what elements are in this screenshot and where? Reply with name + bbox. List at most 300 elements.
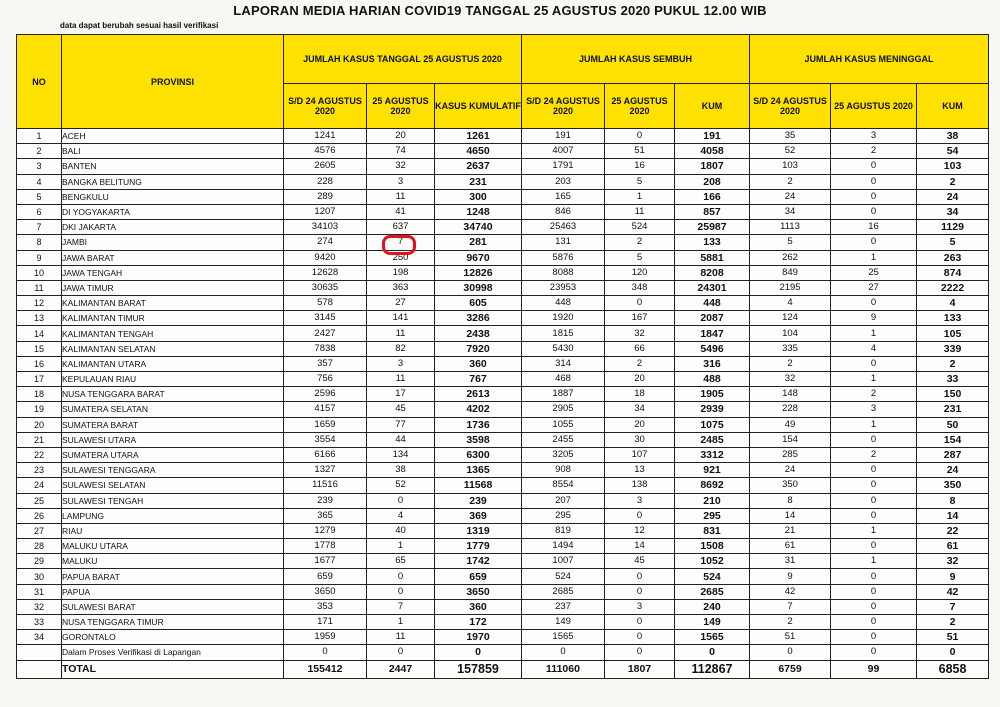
row-number: 9	[17, 250, 62, 265]
cell-value: 33	[917, 372, 989, 387]
cell-value: 9	[917, 569, 989, 584]
table-row	[17, 174, 989, 189]
province-name: Dalam Proses Verifikasi di Lapangan	[62, 645, 284, 660]
cell-value: 874	[917, 265, 989, 280]
cell-value: 0	[831, 463, 917, 478]
cell-value: 27	[367, 296, 435, 311]
province-name: SUMATERA UTARA	[62, 447, 284, 462]
cell-value: 659	[284, 569, 367, 584]
cell-value: 7	[917, 599, 989, 614]
cell-value: 4058	[675, 144, 750, 159]
province-name: GORONTALO	[62, 630, 284, 645]
cell-value: 2	[750, 356, 831, 371]
cell-value: 24	[917, 189, 989, 204]
row-number: 14	[17, 326, 62, 341]
cell-value: 1113	[750, 220, 831, 235]
cell-value: 468	[522, 372, 605, 387]
cell-value: 13	[605, 463, 675, 478]
cell-value: 1508	[675, 539, 750, 554]
cell-value: 31	[750, 554, 831, 569]
table-row	[17, 584, 989, 599]
province-name: ACEH	[62, 129, 284, 144]
row-number: 2	[17, 144, 62, 159]
row-number: 29	[17, 554, 62, 569]
table-row	[17, 204, 989, 219]
cell-value: 3554	[284, 432, 367, 447]
province-name: DKI JAKARTA	[62, 220, 284, 235]
cell-value: 3650	[435, 584, 522, 599]
table-row	[17, 265, 989, 280]
cell-value: 0	[605, 129, 675, 144]
cell-value: 2087	[675, 311, 750, 326]
cell-value: 2455	[522, 432, 605, 447]
cell-value: 5881	[675, 250, 750, 265]
cell-value: 2613	[435, 387, 522, 402]
province-name: BENGKULU	[62, 189, 284, 204]
cell-value: 2485	[675, 432, 750, 447]
cell-value: 14	[917, 508, 989, 523]
cell-value: 0	[367, 569, 435, 584]
cell-value: 2	[605, 356, 675, 371]
cell-value: 360	[435, 599, 522, 614]
cell-value: 237	[522, 599, 605, 614]
cell-value: 767	[435, 372, 522, 387]
row-number: 23	[17, 463, 62, 478]
cell-value: 0	[917, 645, 989, 660]
cell-value: 921	[675, 463, 750, 478]
cell-value: 1	[831, 417, 917, 432]
table-row	[17, 296, 989, 311]
cell-value: 11	[367, 372, 435, 387]
cell-value: 2685	[522, 584, 605, 599]
cell-value: 4576	[284, 144, 367, 159]
cell-value: 1494	[522, 539, 605, 554]
cell-value: 30635	[284, 280, 367, 295]
row-number: 34	[17, 630, 62, 645]
cell-value: 0	[831, 615, 917, 630]
cell-value: 4	[831, 341, 917, 356]
cell-value: 908	[522, 463, 605, 478]
cell-value: 20	[367, 129, 435, 144]
cell-value: 30	[605, 432, 675, 447]
province-name: SUMATERA BARAT	[62, 417, 284, 432]
cell-value: 7	[367, 235, 435, 250]
row-number: 20	[17, 417, 62, 432]
cell-value: 1778	[284, 539, 367, 554]
table-row	[17, 447, 989, 462]
cell-value: 17	[367, 387, 435, 402]
cell-value: 1	[831, 372, 917, 387]
row-number: 18	[17, 387, 62, 402]
cell-value: 21	[750, 523, 831, 538]
cell-value: 0	[831, 189, 917, 204]
cell-value: 524	[605, 220, 675, 235]
cell-value: 133	[675, 235, 750, 250]
cell-value: 3286	[435, 311, 522, 326]
cell-value: 0	[435, 645, 522, 660]
row-number: 6	[17, 204, 62, 219]
cell-value: 3598	[435, 432, 522, 447]
cell-value: 149	[522, 615, 605, 630]
cell-value: 66	[605, 341, 675, 356]
cell-value: 141	[367, 311, 435, 326]
cell-value: 124	[750, 311, 831, 326]
cell-value: 11568	[435, 478, 522, 493]
cell-value: 103	[917, 159, 989, 174]
cell-value: 605	[435, 296, 522, 311]
cell-value: 51	[605, 144, 675, 159]
cell-value: 0	[831, 204, 917, 219]
cell-value: 0	[522, 645, 605, 660]
cell-value: 295	[522, 508, 605, 523]
cell-value: 18	[605, 387, 675, 402]
cell-value: 316	[675, 356, 750, 371]
cell-value: 22	[917, 523, 989, 538]
cell-value: 4	[750, 296, 831, 311]
cell-value: 1779	[435, 539, 522, 554]
cell-value: 52	[367, 478, 435, 493]
cell-value: 34740	[435, 220, 522, 235]
header-meninggal-kum: KUM	[917, 84, 989, 129]
cell-value: 1	[605, 189, 675, 204]
cell-value: 74	[367, 144, 435, 159]
province-name: JAWA TIMUR	[62, 280, 284, 295]
cell-value: 0	[367, 493, 435, 508]
cell-value: 52	[750, 144, 831, 159]
cell-value: 44	[367, 432, 435, 447]
cell-value: 3	[831, 402, 917, 417]
cell-value: 32	[750, 372, 831, 387]
cell-value: 524	[522, 569, 605, 584]
cell-value: 363	[367, 280, 435, 295]
cell-value: 34	[605, 402, 675, 417]
cell-value: 281	[435, 235, 522, 250]
table-row	[17, 326, 989, 341]
table-row	[17, 432, 989, 447]
cell-value: 25987	[675, 220, 750, 235]
cell-value: 103	[750, 159, 831, 174]
cell-value: 65	[367, 554, 435, 569]
cell-value: 228	[284, 174, 367, 189]
cell-value: 4650	[435, 144, 522, 159]
cell-value: 11	[367, 630, 435, 645]
cell-value: 1248	[435, 204, 522, 219]
cell-value: 50	[917, 417, 989, 432]
cell-value: 0	[831, 539, 917, 554]
cell-value: 2	[831, 144, 917, 159]
cell-value: 7	[750, 599, 831, 614]
table-row	[17, 144, 989, 159]
cell-value: 149	[675, 615, 750, 630]
header-kasus-sd: S/D 24 AGUSTUS 2020	[284, 84, 367, 129]
row-number: 1	[17, 129, 62, 144]
cell-value: 0	[675, 645, 750, 660]
table-row	[17, 129, 989, 144]
cell-value: 1742	[435, 554, 522, 569]
province-name: KALIMANTAN TENGAH	[62, 326, 284, 341]
cell-value: 1565	[675, 630, 750, 645]
cell-value: 0	[284, 645, 367, 660]
cell-value: 287	[917, 447, 989, 462]
province-name: SULAWESI BARAT	[62, 599, 284, 614]
cell-value: 14	[605, 539, 675, 554]
cell-value: 0	[831, 508, 917, 523]
cell-value: 0	[831, 478, 917, 493]
cell-value: 2438	[435, 326, 522, 341]
cell-value: 54	[917, 144, 989, 159]
row-number	[17, 645, 62, 660]
table-row	[17, 235, 989, 250]
cell-value: 295	[675, 508, 750, 523]
table-row	[17, 615, 989, 630]
table-row	[17, 220, 989, 235]
report-title: LAPORAN MEDIA HARIAN COVID19 TANGGAL 25 AGUSTUS 2020 PUKUL 12.00 WIB	[233, 3, 767, 18]
cell-value: 167	[605, 311, 675, 326]
province-name: MALUKU UTARA	[62, 539, 284, 554]
cell-value: 2	[750, 174, 831, 189]
cell-value: 16	[831, 220, 917, 235]
province-name: KALIMANTAN BARAT	[62, 296, 284, 311]
cell-value: 1	[367, 615, 435, 630]
province-name: BALI	[62, 144, 284, 159]
cell-value: 1365	[435, 463, 522, 478]
cell-value: 0	[605, 584, 675, 599]
header-group-kasus: JUMLAH KASUS TANGGAL 25 AGUSTUS 2020	[284, 35, 522, 84]
province-name: BANGKA BELITUNG	[62, 174, 284, 189]
cell-value: 208	[675, 174, 750, 189]
table-row	[17, 159, 989, 174]
cell-value: 45	[605, 554, 675, 569]
cell-value: 9420	[284, 250, 367, 265]
cell-value: 104	[750, 326, 831, 341]
cell-value: 7	[367, 599, 435, 614]
cell-value: 11516	[284, 478, 367, 493]
row-number: 27	[17, 523, 62, 538]
cell-value: 2222	[917, 280, 989, 295]
province-name: SULAWESI TENGGARA	[62, 463, 284, 478]
cell-value: 27	[831, 280, 917, 295]
cell-value: 756	[284, 372, 367, 387]
cell-value: 1	[831, 554, 917, 569]
cell-value: 0	[605, 630, 675, 645]
cell-value: 357	[284, 356, 367, 371]
cell-value: 0	[831, 159, 917, 174]
cell-value: 111060	[522, 660, 605, 678]
cell-value: 5496	[675, 341, 750, 356]
cell-value: 1	[367, 539, 435, 554]
table-row	[17, 599, 989, 614]
cell-value: 4	[917, 296, 989, 311]
cell-value: 32	[367, 159, 435, 174]
cell-value: 0	[831, 645, 917, 660]
row-number: 32	[17, 599, 62, 614]
cell-value: 250	[367, 250, 435, 265]
cell-value: 45	[367, 402, 435, 417]
cell-value: 1	[831, 523, 917, 538]
cell-value: 0	[750, 645, 831, 660]
cell-value: 131	[522, 235, 605, 250]
cell-value: 2447	[367, 660, 435, 678]
table-row	[17, 523, 989, 538]
cell-value: 1129	[917, 220, 989, 235]
cell-value: 0	[605, 508, 675, 523]
row-number: 17	[17, 372, 62, 387]
cell-value: 350	[917, 478, 989, 493]
cell-value: 263	[917, 250, 989, 265]
cell-value: 5876	[522, 250, 605, 265]
cell-value: 3	[605, 493, 675, 508]
cell-value: 2685	[675, 584, 750, 599]
province-name: JAWA TENGAH	[62, 265, 284, 280]
cell-value: 231	[917, 402, 989, 417]
cell-value: 11	[605, 204, 675, 219]
cell-value: 0	[831, 356, 917, 371]
cell-value: 339	[917, 341, 989, 356]
cell-value: 578	[284, 296, 367, 311]
cell-value: 107	[605, 447, 675, 462]
cell-value: 1319	[435, 523, 522, 538]
cell-value: 154	[750, 432, 831, 447]
cell-value: 3145	[284, 311, 367, 326]
cell-value: 34	[750, 204, 831, 219]
row-number: 12	[17, 296, 62, 311]
row-number: 11	[17, 280, 62, 295]
cell-value: 3	[367, 174, 435, 189]
header-meninggal-sd: S/D 24 AGUSTUS 2020	[750, 84, 831, 129]
province-name: SULAWESI SELATAN	[62, 478, 284, 493]
cell-value: 8	[917, 493, 989, 508]
cell-value: 9670	[435, 250, 522, 265]
cell-value: 5	[605, 174, 675, 189]
cell-value: 231	[435, 174, 522, 189]
cell-value: 239	[284, 493, 367, 508]
cell-value: 2	[917, 356, 989, 371]
province-name: KALIMANTAN UTARA	[62, 356, 284, 371]
cell-value: 5430	[522, 341, 605, 356]
cell-value: 488	[675, 372, 750, 387]
cell-value: 9	[750, 569, 831, 584]
cell-value: 9	[831, 311, 917, 326]
cell-value: 239	[435, 493, 522, 508]
cell-value: 1970	[435, 630, 522, 645]
cell-value: 34	[917, 204, 989, 219]
cell-value: 3205	[522, 447, 605, 462]
table-row	[17, 539, 989, 554]
cell-value: 8088	[522, 265, 605, 280]
cell-value: 61	[917, 539, 989, 554]
cell-value: 6166	[284, 447, 367, 462]
province-name: NUSA TENGGARA TIMUR	[62, 615, 284, 630]
cell-value: 0	[831, 493, 917, 508]
cell-value: 2905	[522, 402, 605, 417]
cell-value: 99	[831, 660, 917, 678]
cell-value: 16	[605, 159, 675, 174]
cell-value: 8208	[675, 265, 750, 280]
row-number: 22	[17, 447, 62, 462]
cell-value: 14	[750, 508, 831, 523]
cell-value: 0	[367, 584, 435, 599]
cell-value: 165	[522, 189, 605, 204]
province-name: NUSA TENGGARA BARAT	[62, 387, 284, 402]
cell-value: 120	[605, 265, 675, 280]
row-number: 4	[17, 174, 62, 189]
cell-value: 1659	[284, 417, 367, 432]
cell-value: 637	[367, 220, 435, 235]
cell-value: 819	[522, 523, 605, 538]
row-number: 25	[17, 493, 62, 508]
cell-value: 0	[831, 599, 917, 614]
cell-value: 1	[831, 250, 917, 265]
highlight-circle-jambi-new-cases	[382, 235, 416, 255]
cell-value: 857	[675, 204, 750, 219]
row-number: 7	[17, 220, 62, 235]
header-group-meninggal: JUMLAH KASUS MENINGGAL	[750, 35, 989, 84]
row-number: 15	[17, 341, 62, 356]
table-row	[17, 402, 989, 417]
row-number: 26	[17, 508, 62, 523]
cell-value: 1736	[435, 417, 522, 432]
cell-value: 35	[750, 129, 831, 144]
province-name: MALUKU	[62, 554, 284, 569]
row-number: 31	[17, 584, 62, 599]
cell-value: 353	[284, 599, 367, 614]
province-name: RIAU	[62, 523, 284, 538]
row-number: 10	[17, 265, 62, 280]
cell-value: 38	[367, 463, 435, 478]
table-row	[17, 372, 989, 387]
cell-value: 314	[522, 356, 605, 371]
province-name: PAPUA	[62, 584, 284, 599]
cell-value: 166	[675, 189, 750, 204]
cell-value: 1807	[675, 159, 750, 174]
cell-value: 34103	[284, 220, 367, 235]
cell-value: 1	[831, 326, 917, 341]
province-name: KEPULAUAN RIAU	[62, 372, 284, 387]
cell-value: 11	[367, 189, 435, 204]
table-body	[17, 129, 989, 679]
cell-value: 448	[522, 296, 605, 311]
row-number: 5	[17, 189, 62, 204]
table-row	[17, 493, 989, 508]
cell-value: 154	[917, 432, 989, 447]
cell-value: 0	[605, 645, 675, 660]
cell-value: 6759	[750, 660, 831, 678]
cell-value: 2939	[675, 402, 750, 417]
cell-value: 1241	[284, 129, 367, 144]
header-provinsi: PROVINSI	[62, 35, 284, 129]
cell-value: 2	[917, 615, 989, 630]
province-name: DI YOGYAKARTA	[62, 204, 284, 219]
table-row	[17, 463, 989, 478]
cell-value: 1261	[435, 129, 522, 144]
cell-value: 0	[831, 569, 917, 584]
cell-value: 335	[750, 341, 831, 356]
cell-value: 207	[522, 493, 605, 508]
header-sembuh-tgl: 25 AGUSTUS 2020	[605, 84, 675, 129]
cell-value: 0	[831, 432, 917, 447]
cell-value: 228	[750, 402, 831, 417]
cell-value: 61	[750, 539, 831, 554]
cell-value: 831	[675, 523, 750, 538]
cell-value: 4007	[522, 144, 605, 159]
province-name: SULAWESI TENGAH	[62, 493, 284, 508]
cell-value: 524	[675, 569, 750, 584]
row-number: 28	[17, 539, 62, 554]
cell-value: 172	[435, 615, 522, 630]
cell-value: 240	[675, 599, 750, 614]
cell-value: 1677	[284, 554, 367, 569]
cell-value: 1887	[522, 387, 605, 402]
